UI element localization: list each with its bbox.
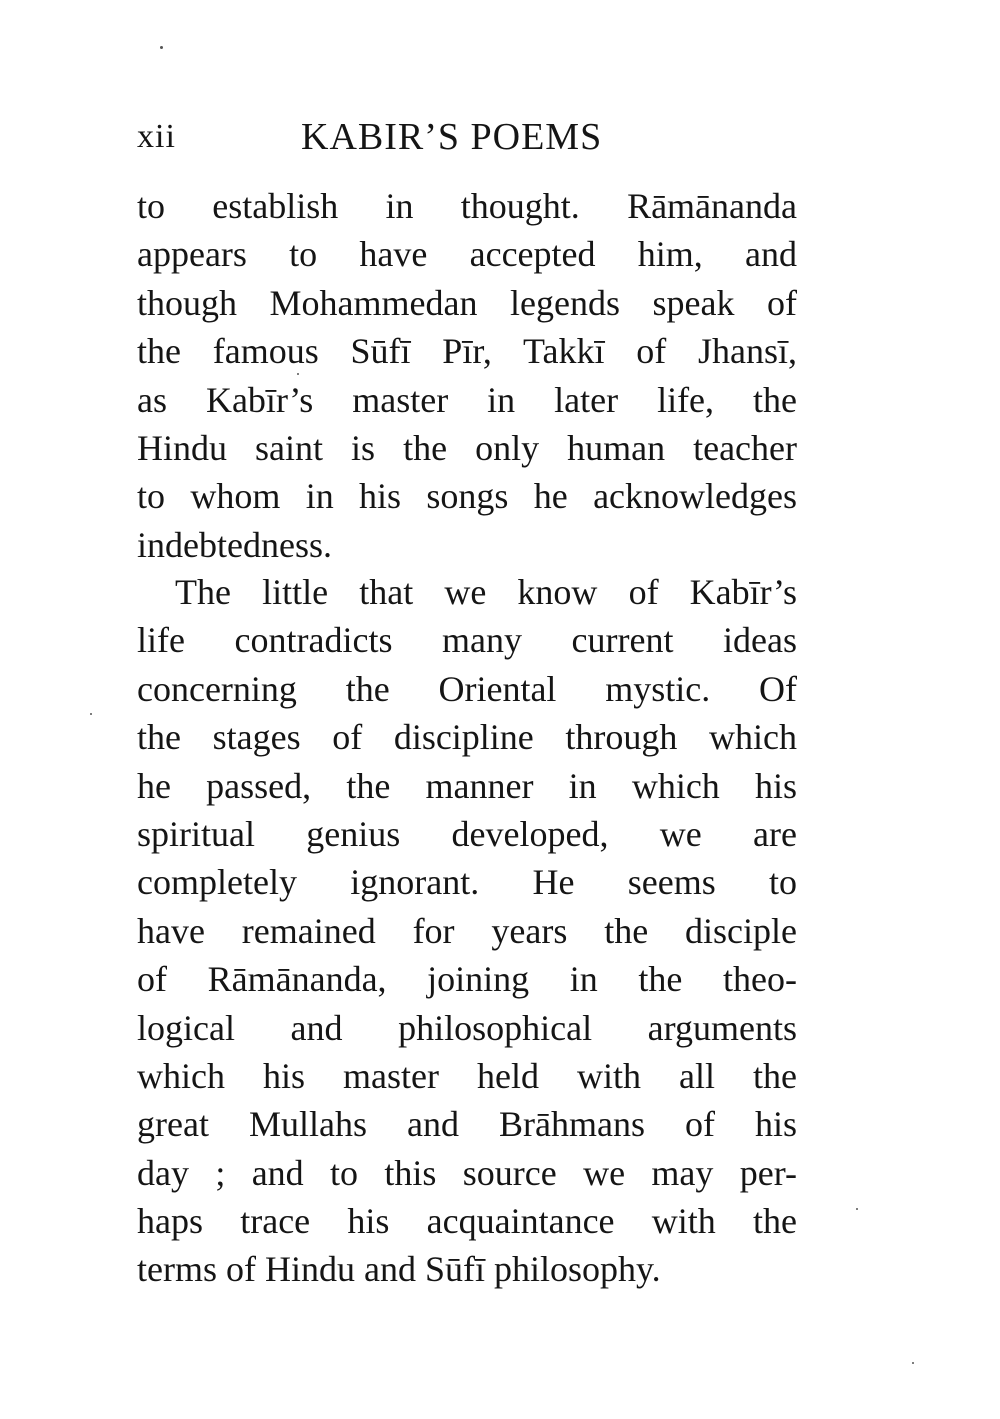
paragraph-1 (137, 182, 797, 569)
running-header (137, 112, 737, 162)
paragraph-2 (137, 568, 797, 1294)
text-line: he passed, the manner in which his (137, 765, 797, 806)
text-line: which his master held with all the (137, 1055, 797, 1096)
text-line: day ; and to this source we may per- (137, 1152, 797, 1193)
text-line: The little that we know of Kabīr’s (175, 572, 797, 612)
text-line: the stages of discipline through which (137, 717, 797, 758)
print-speck (856, 1208, 858, 1210)
text-line: Hindu saint is the only human teacher (137, 427, 797, 468)
running-title: KABIR’S POEMS (301, 116, 603, 158)
text-line: spiritual genius developed, we are (137, 813, 797, 854)
print-speck (160, 46, 163, 49)
page-number: xii (137, 118, 176, 155)
print-speck (912, 1362, 914, 1364)
print-speck (90, 713, 92, 715)
text-line: to whom in his songs he acknowledges (137, 476, 797, 517)
text-line: the famous Sūfī Pīr, Takkī of Jhansī, (137, 331, 797, 372)
text-line: great Mullahs and Brāhmans of his (137, 1104, 797, 1145)
text-line: concerning the Oriental mystic. Of (137, 668, 797, 709)
text-line: appears to have accepted him, and (137, 234, 797, 275)
text-line: though Mohammedan legends speak of (137, 282, 797, 323)
text-line: to establish in thought. Rāmānanda (137, 186, 797, 226)
text-line: have remained for years the disciple (137, 910, 797, 951)
text-line: life contradicts many current ideas (137, 620, 797, 661)
text-line: haps trace his acquaintance with the (137, 1201, 797, 1242)
text-line: completely ignorant. He seems to (137, 862, 797, 903)
text-line: of Rāmānanda, joining in the theo- (137, 959, 797, 1000)
text-line: as Kabīr’s master in later life, the (137, 379, 797, 420)
text-line: logical and philosophical arguments (137, 1007, 797, 1048)
text-line: indebtedness. (137, 524, 332, 565)
text-line: terms of Hindu and Sūfī philosophy. (137, 1249, 661, 1290)
